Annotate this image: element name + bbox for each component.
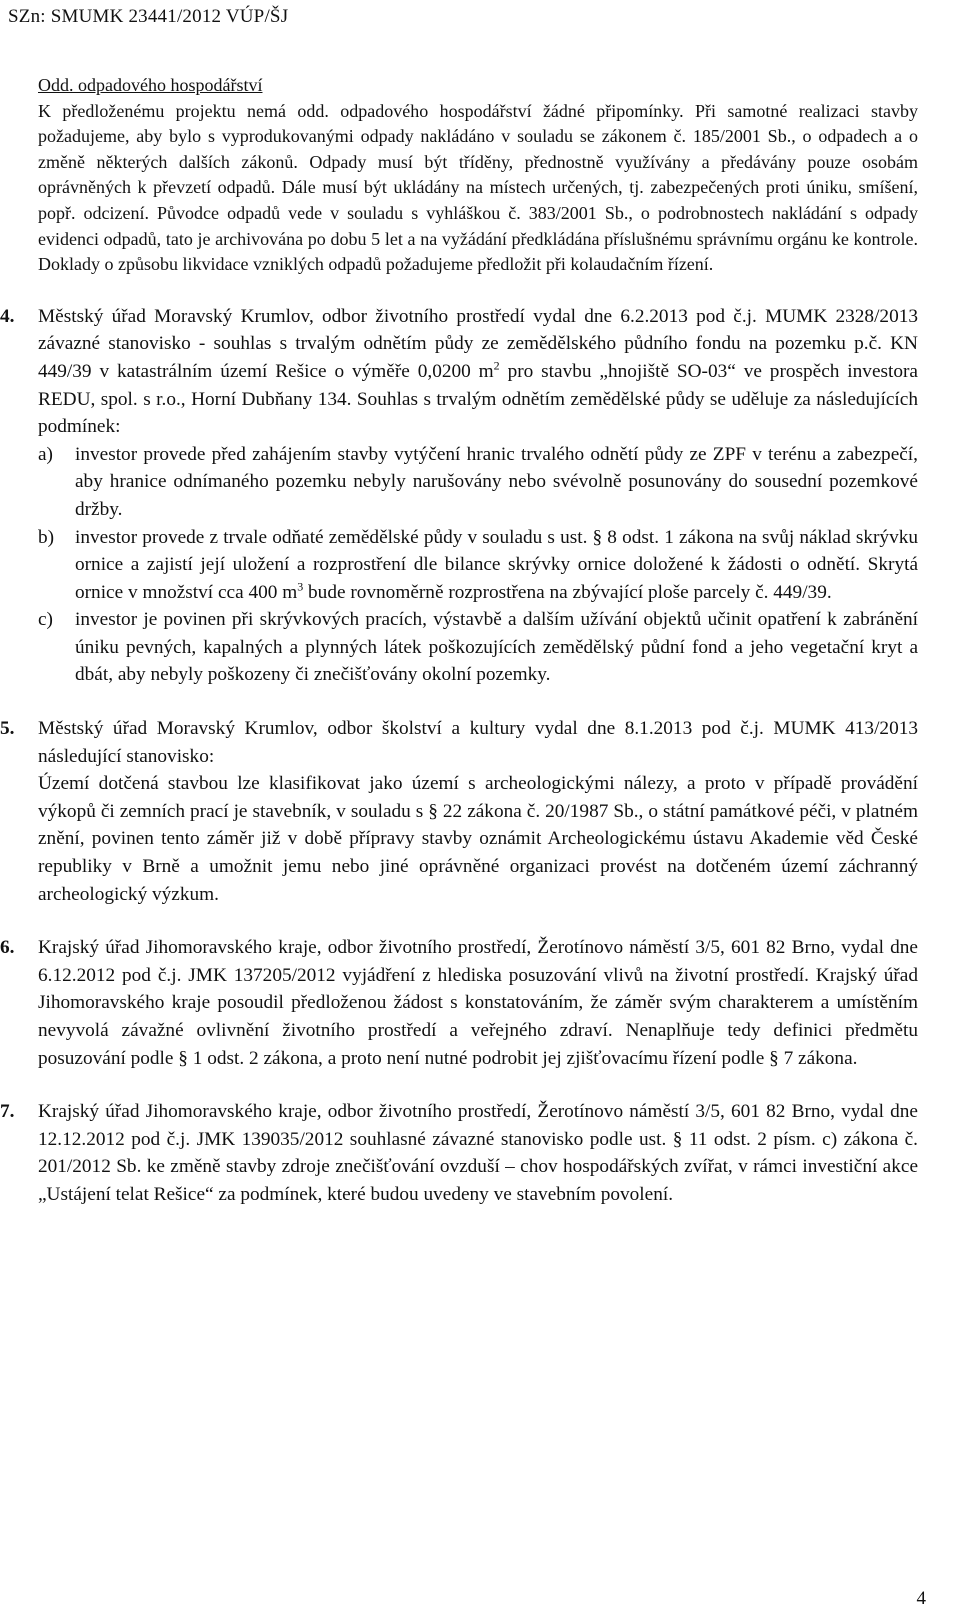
section-heading: Odd. odpadového hospodářství	[38, 75, 263, 95]
document-body	[0, 73, 918, 1235]
condition-b	[38, 524, 918, 607]
condition-c	[38, 606, 918, 689]
document-reference: SZn: SMUMK 23441/2012 VÚP/ŠJ	[8, 6, 289, 27]
item-number: 4.	[0, 305, 15, 327]
item-number: 5.	[0, 718, 15, 740]
condition-text: investor je povinen při skrývkových pracích, výstavbě a dalším užívání objektů učinit opatření k zabránění úniku pevných, kapalných a plynných látek poškozujících zemědělský půdní fond a jeho vegetační kryt a dbát, aby nebyly poškozeny či znečišťovány okolní pozemky.	[75, 609, 918, 686]
condition-a	[38, 441, 918, 524]
condition-text: investor provede před zahájením stavby vytýčení hranic trvalého odnětí půdy ze ZPF v terénu a zabezpečí, aby hranice odnímaného pozemku nebyly narušovány nebo svévolně posunovány do sousední pozemkové držby.	[75, 443, 918, 520]
item-number: 7.	[0, 1101, 15, 1123]
condition-label: a)	[38, 443, 53, 465]
item-paragraph: Krajský úřad Jihomoravského kraje, odbor životního prostředí, Žerotínovo náměstí 3/5, 601 82 Brno, vydal dne 6.12.2012 pod č.j. JMK 137205/2012 vyjádření z hlediska posuzování vlivů na životní prostředí. Krajský úřad Jihomoravského kraje posoudil předloženou žádost s konstatováním, že záměr svým charakterem a umístěním nevyvolá závažné ovlivnění životního prostředí a veřejného zdraví. Nenaplňuje tedy definici předmětu posuzování podle § 1 odst. 2 zákona, a proto není nutné podrobit jej zjišťovacímu řízení podle § 7 zákona.	[38, 937, 918, 1069]
list-item-7	[0, 1098, 918, 1208]
condition-label: c)	[38, 609, 53, 631]
item-paragraph: Městský úřad Moravský Krumlov, odbor životního prostředí vydal dne 6.2.2013 pod č.j. MUMK 2328/2013 závazné stanovisko - souhlas s trvalým odnětím půdy ze zemědělského půdního fondu na pozemku p.č. KN 449/39 v katastrálním území Rešice o výměře 0,0200 $m^2$ pro stavbu „hnojiště SO-03“ ve prospěch investora REDU, spol. s r.o., Horní Dubňany 134. Souhlas s trvalým odnětím zemědělské půdy se uděluje za následujících podmínek:	[38, 305, 918, 438]
waste-management-section	[38, 73, 918, 278]
page-number: 4	[916, 1588, 926, 1609]
condition-label: b)	[38, 526, 55, 548]
item-paragraph: Městský úřad Moravský Krumlov, odbor školství a kultury vydal dne 8.1.2013 pod č.j. MUMK 413/2013 následující stanovisko:	[38, 718, 918, 767]
conditions-list	[38, 441, 918, 689]
item-number: 6.	[0, 937, 15, 959]
list-item-4	[0, 303, 918, 689]
list-item-5	[0, 715, 918, 908]
section-paragraph: K předloženému projektu nemá odd. odpadového hospodářství žádné připomínky. Při samotné realizaci stavby požadujeme, aby bylo s vyprodukovanými odpady nakládáno v souladu se zákonem č. 185/2001 Sb., o odpadech a o změně některých dalších zákonů. Odpady musí být tříděny, přednostně využívány a předávány pouze osobám oprávněných k převzetí odpadů. Dále musí být ukládány na místech určených, tj. zabezpečených proti úniku, smíšení, popř. odcizení. Původce odpadů vede v souladu s vyhláškou č. 383/2001 Sb., o podrobnostech nakládání s odpady evidenci odpadů, tato je archivována po dobu 5 let a na vyžádání předkládána příslušnému správnímu orgánu ke kontrole. Doklady o způsobu likvidace vzniklých odpadů požadujeme předložit při kolaudačním řízení.	[38, 100, 918, 275]
numbered-list	[0, 303, 918, 1209]
list-item-6	[0, 934, 918, 1072]
condition-text: investor provede z trvale odňaté zemědělské půdy v souladu s ust. § 8 odst. 1 zákona na svůj náklad skrývku ornice a zajistí její uložení a rozprostření dle bilance skrývky ornice doložené k žádosti o odnětí. Skrytá ornice v množství cca 400 $m^3$ bude rovnoměrně rozprostřena na zbývající ploše parcely č. 449/39.	[75, 526, 918, 603]
item-paragraph: Území dotčená stavbou lze klasifikovat jako území s archeologickými nálezy, a proto v případě provádění výkopů či zemních prací je stavebník, v souladu s § 22 zákona č. 20/1987 Sb., o státní památkové péči, v platném znění, povinen tento záměr již v době přípravy stavby oznámit Archeologickému ústavu Akademie věd České republiky v Brně a umožnit jemu nebo jiné oprávněné organizaci provést na dotčeném území záchranný archeologický výzkum.	[38, 773, 918, 905]
item-paragraph: Krajský úřad Jihomoravského kraje, odbor životního prostředí, Žerotínovo náměstí 3/5, 601 82 Brno, vydal dne 12.12.2012 pod č.j. JMK 139035/2012 souhlasné závazné stanovisko podle ust. § 11 odst. 2 písm. c) zákona č. 201/2012 Sb. ke změně stavby zdroje znečišťování ovzduší – chov hospodářských zvířat, v rámci investiční akce „Ustájení telat Rešice“ za podmínek, které budou uvedeny ve stavebním povolení.	[38, 1101, 918, 1205]
